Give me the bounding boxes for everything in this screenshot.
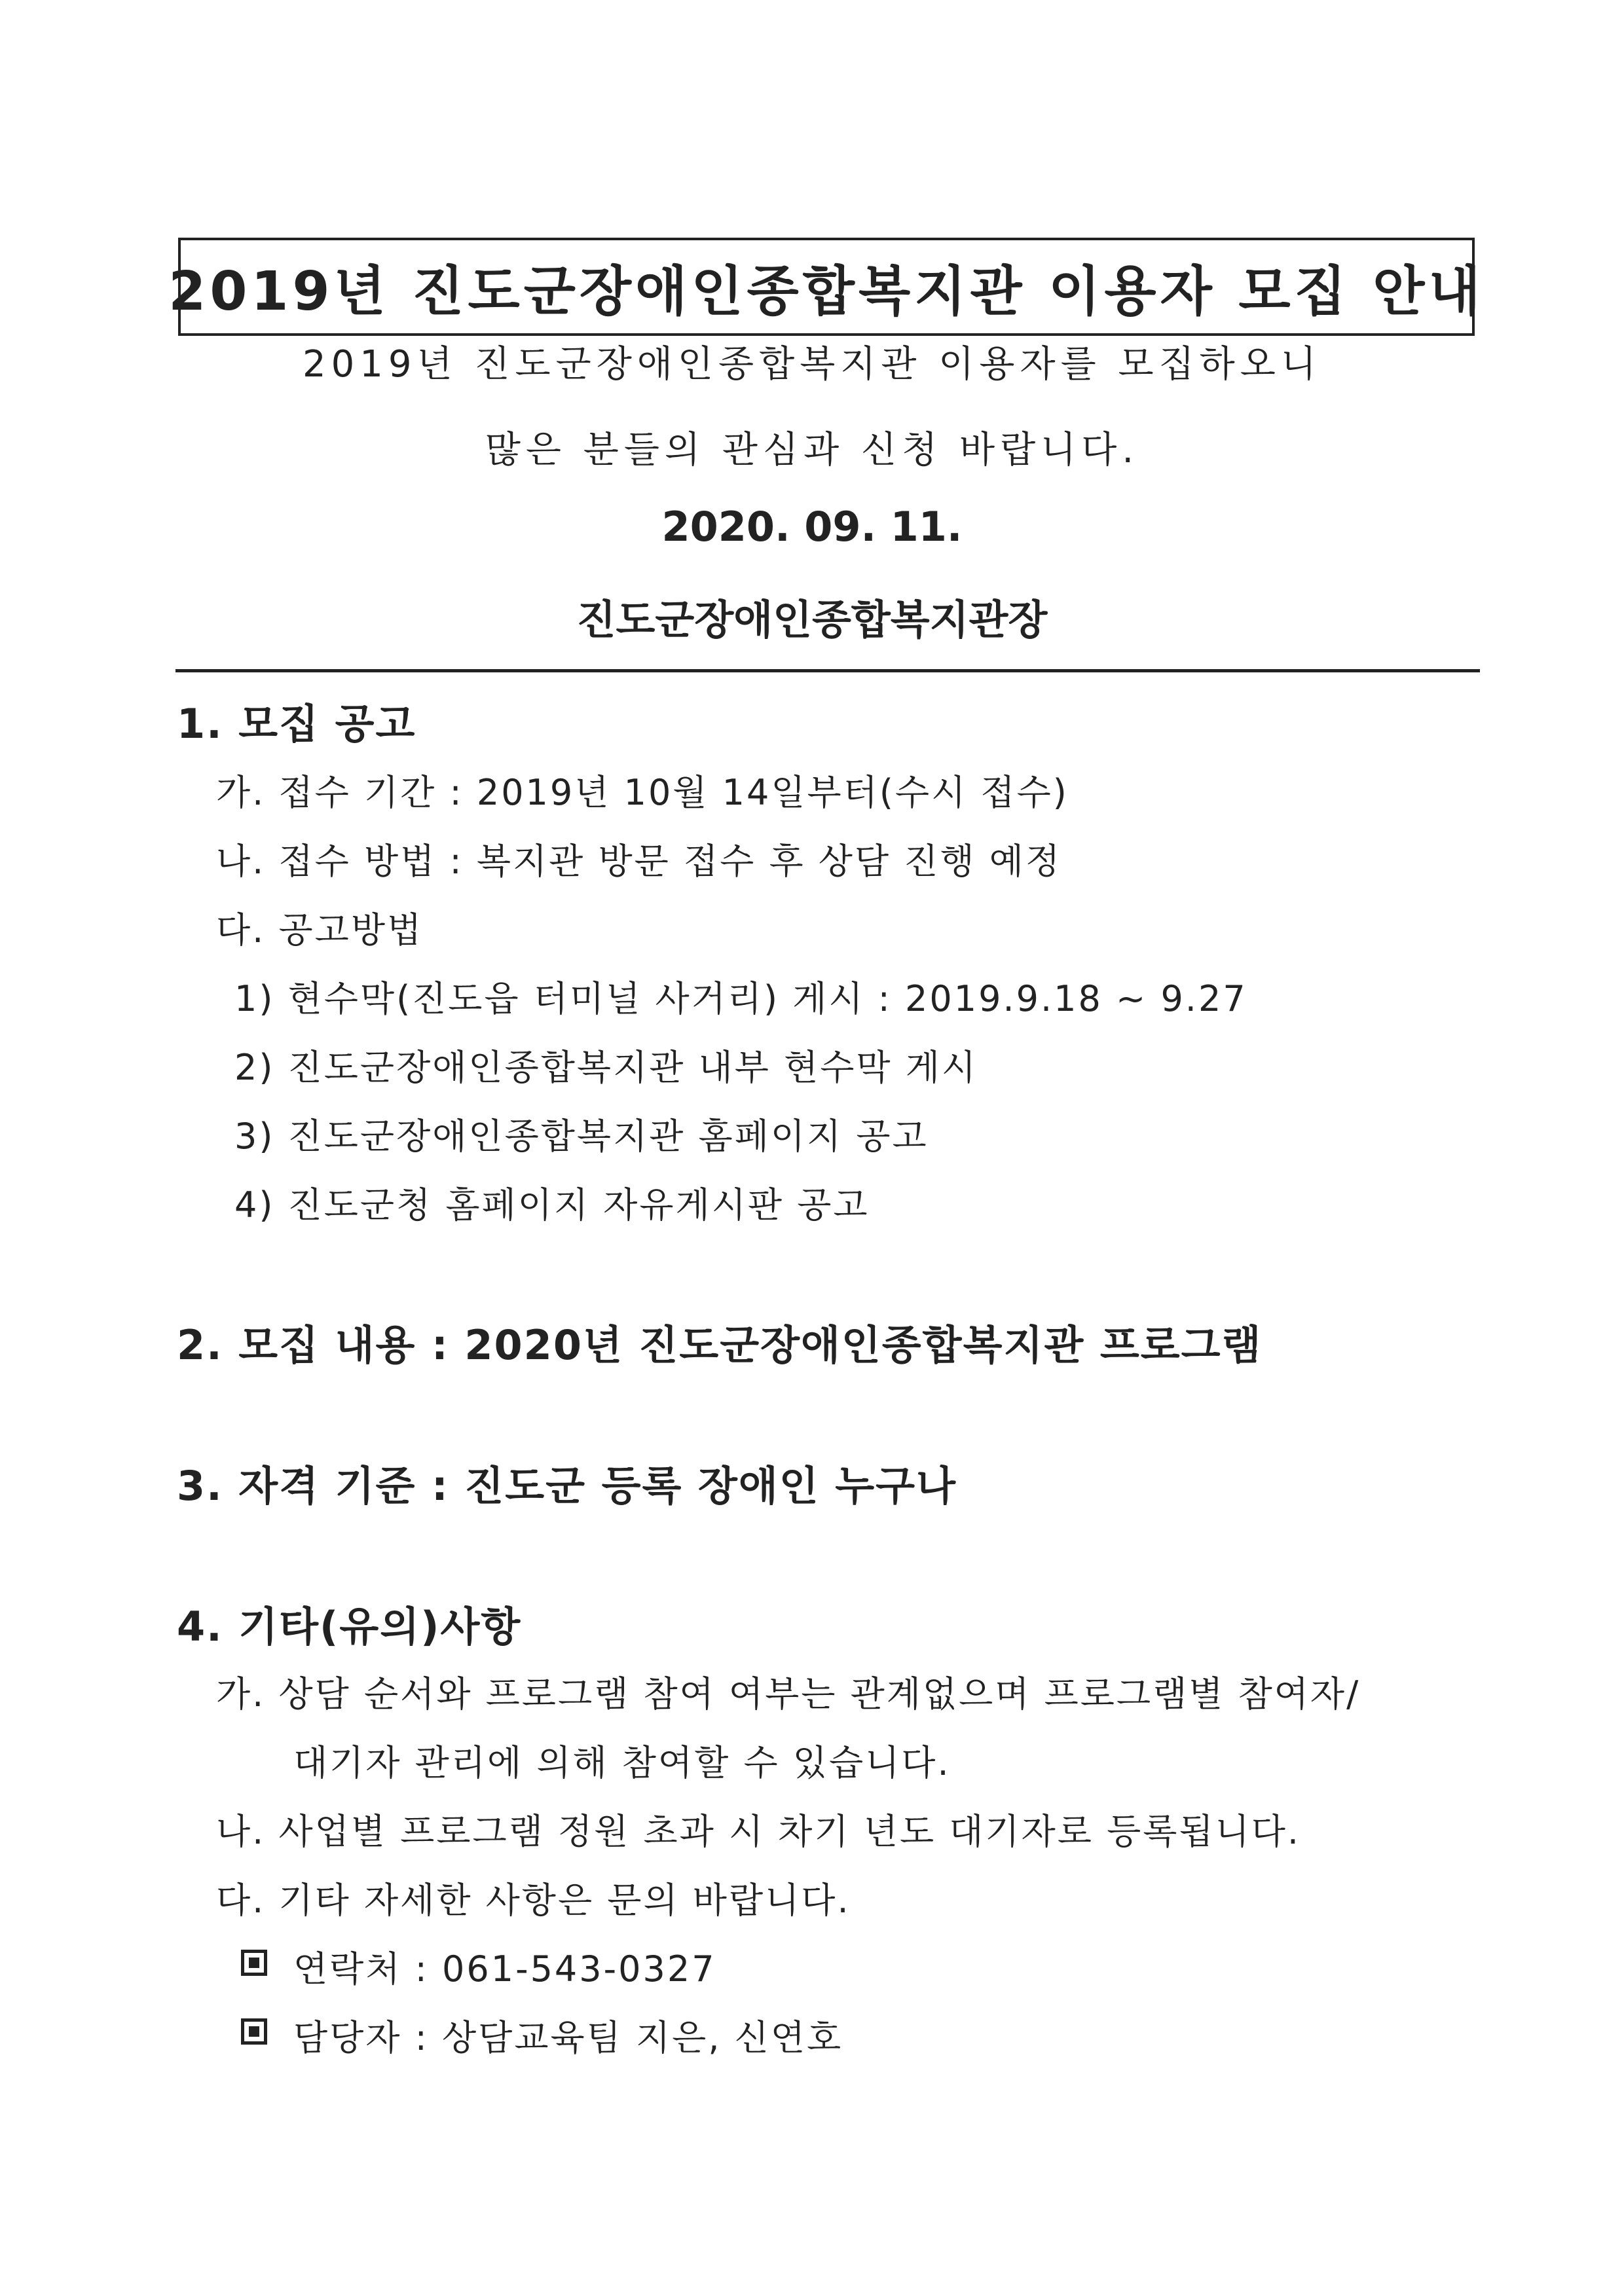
section-1-item-ga: 가. 접수 기간 : 2019년 10월 14일부터(수시 접수) <box>216 772 1069 813</box>
intro-line-2: 많은 분들의 관심과 신청 바랍니다. <box>485 429 1139 471</box>
method-item: 2) 진도군장애인종합복지관 내부 현수막 게시 <box>234 1047 978 1088</box>
section-4-heading: 4. 기타(유의)사항 <box>177 1603 522 1650</box>
notice-date: 2020. 09. 11. <box>661 503 963 551</box>
intro-line-1: 2019년 진도군장애인종합복지관 이용자를 모집하오니 <box>303 343 1321 386</box>
square-bullet-icon <box>241 1950 267 1976</box>
section-4-item-ga-line-1: 가. 상담 순서와 프로그램 참여 여부는 관계없으며 프로그램별 참여자/ <box>216 1673 1361 1715</box>
staff-line: 담당자 : 상담교육팀 지은, 신연호 <box>293 2017 843 2058</box>
section-1-heading: 1. 모집 공고 <box>177 700 416 748</box>
divider <box>175 669 1480 672</box>
section-4-item-ga-line-2: 대기자 관리에 의해 참여할 수 있습니다. <box>293 1742 951 1783</box>
square-bullet-icon <box>241 2018 267 2045</box>
method-item: 1) 현수막(진도읍 터미널 사거리) 게시 : 2019.9.18 ~ 9.27 <box>234 978 1247 1019</box>
section-4-item-da: 다. 기타 자세한 사항은 문의 바랍니다. <box>216 1880 851 1921</box>
method-item: 4) 진도군청 홈페이지 자유게시판 공고 <box>234 1184 870 1226</box>
contact-line: 연락처 : 061-543-0327 <box>293 1948 716 1990</box>
section-2-heading: 2. 모집 내용 : 2020년 진도군장애인종합복지관 프로그램 <box>177 1321 1263 1369</box>
section-1-item-na: 나. 접수 방법 : 복지관 방문 접수 후 상담 진행 예정 <box>216 841 1062 882</box>
section-4-item-na: 나. 사업별 프로그램 정원 초과 시 차기 년도 대기자로 등록됩니다. <box>216 1811 1301 1852</box>
title-box <box>168 238 1485 336</box>
method-item: 3) 진도군장애인종합복지관 홈페이지 공고 <box>234 1116 929 1157</box>
section-1-item-da: 다. 공고방법 <box>216 909 424 951</box>
notice-title: 2019년 진도군장애인종합복지관 이용자 모집 안내 <box>168 260 1485 323</box>
section-3-heading: 3. 자격 기준 : 진도군 등록 장애인 누구나 <box>177 1462 957 1510</box>
issuer-name: 진도군장애인종합복지관장 <box>576 596 1048 644</box>
